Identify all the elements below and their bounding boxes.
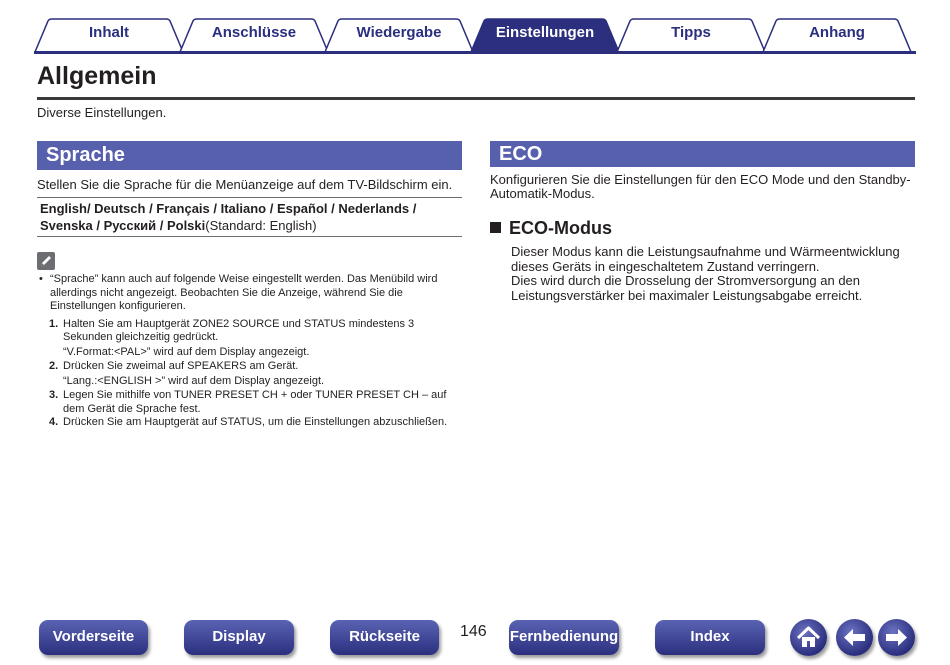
back-button[interactable]	[836, 619, 873, 656]
section-heading-sprache: Sprache	[37, 141, 462, 170]
home-button[interactable]	[790, 619, 827, 656]
step-item	[37, 360, 462, 374]
table-rule-top	[37, 197, 462, 198]
tab-label: Anhang	[809, 24, 865, 41]
tab-inhalt[interactable]	[34, 18, 184, 52]
eco-mode-heading-text: ECO-Modus	[509, 218, 612, 238]
rear-panel-button[interactable]: Rückseite	[330, 620, 439, 655]
index-button[interactable]: Index	[655, 620, 765, 655]
tab-anhang[interactable]	[762, 18, 912, 52]
table-rule-bottom	[37, 236, 462, 237]
step-text: Drücken Sie am Hauptgerät auf STATUS, um die Einstellungen abzuschließen.	[63, 416, 448, 428]
step-number: 2.	[49, 360, 59, 372]
eco-mode-heading	[490, 218, 612, 239]
step-item	[37, 318, 462, 345]
home-icon	[790, 619, 827, 656]
display-button[interactable]: Display	[184, 620, 294, 655]
step-number: 4.	[49, 416, 59, 428]
front-panel-button[interactable]: Vorderseite	[39, 620, 148, 655]
pencil-icon	[37, 252, 55, 270]
tab-tipps[interactable]	[616, 18, 766, 52]
note-intro: • “Sprache” kann auch auf folgende Weise eingestellt werden. Das Menübild wird allerdings nicht angezeigt. Beobachten Sie die Anzeige, während Sie die Einstellungen konfigurieren.	[37, 273, 462, 314]
step-subtext: “V.Format:<PAL>” wird auf dem Display angezeigt.	[63, 345, 310, 358]
top-tab-bar	[34, 18, 916, 52]
language-list-line2: Svenska / Русский / Polski	[40, 218, 206, 233]
arrow-left-icon	[836, 619, 873, 656]
tab-label: Wiedergabe	[356, 24, 442, 41]
tab-label: Inhalt	[89, 24, 129, 41]
tab-anschluesse[interactable]	[179, 18, 329, 52]
tab-einstellungen[interactable]	[470, 18, 620, 52]
remote-control-button[interactable]: Fernbedienung	[509, 620, 619, 655]
title-divider	[37, 97, 915, 100]
tab-label: Anschlüsse	[211, 24, 297, 41]
step-item	[37, 389, 462, 416]
eco-body-paragraph-1: Dieser Modus kann die Leistungsaufnahme und Wärmeentwicklung dieses Geräts in eingeschaltetem Zustand verringern.	[511, 244, 900, 274]
tab-label: Tipps	[671, 24, 711, 41]
tab-bar-underline	[34, 51, 916, 54]
page-title: Allgemein	[37, 62, 157, 90]
step-subtext: “Lang.:<ENGLISH >” wird auf dem Display angezeigt.	[63, 374, 325, 387]
arrow-right-icon	[878, 619, 915, 656]
page-intro: Diverse Einstellungen.	[37, 105, 167, 120]
steps-list	[37, 318, 462, 430]
square-bullet-icon	[490, 222, 501, 233]
step-text: Drücken Sie zweimal auf SPEAKERS am Gerät.	[63, 360, 299, 372]
language-list-line1: English/ Deutsch / Français / Italiano / Español / Nederlands /	[40, 201, 417, 216]
step-number: 1.	[49, 317, 59, 330]
language-default: (Standard: English)	[205, 218, 317, 233]
eco-body-paragraph-2: Dies wird durch die Drosselung der Stromversorgung an den Leistungsverstärker bei maximaler Leistungsabgabe erreicht.	[511, 273, 863, 303]
language-options	[40, 200, 460, 234]
eco-mode-body	[511, 245, 915, 303]
step-text: Halten Sie am Hauptgerät ZONE2 SOURCE und STATUS mindestens 3 Sekunden gleichzeitig gedrückt.	[63, 317, 415, 343]
step-item	[37, 416, 462, 430]
tab-label: Einstellungen	[495, 24, 595, 41]
sprache-note	[37, 273, 462, 430]
tab-wiedergabe[interactable]	[324, 18, 474, 52]
eco-description: Konfigurieren Sie die Einstellungen für den ECO Mode und den Standby-Automatik-Modus.	[490, 172, 911, 201]
forward-button[interactable]	[878, 619, 915, 656]
page-number: 146	[460, 623, 487, 640]
step-text: Legen Sie mithilfe von TUNER PRESET CH + oder TUNER PRESET CH – auf dem Gerät die Sprache fest.	[63, 389, 447, 415]
sprache-description: Stellen Sie die Sprache für die Menüanzeige auf dem TV-Bildschirm ein.	[37, 177, 453, 192]
section-heading-eco: ECO	[490, 141, 915, 167]
step-number: 3.	[49, 389, 59, 401]
